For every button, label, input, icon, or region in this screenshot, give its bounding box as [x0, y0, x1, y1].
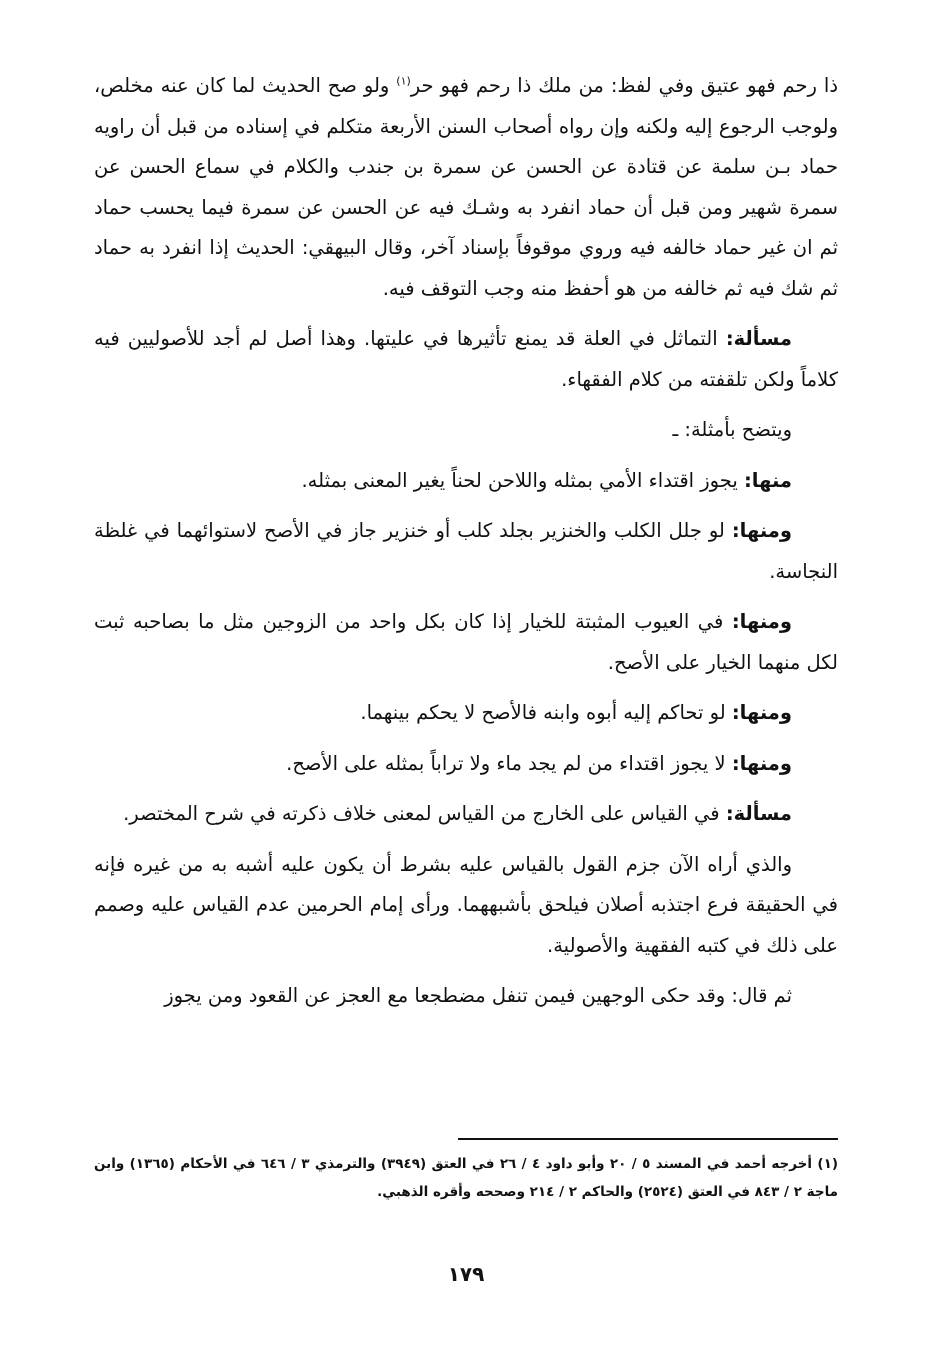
page-number: ١٧٩ — [447, 1262, 485, 1286]
example-label: ومنها: — [731, 701, 792, 724]
paragraph-example-4 — [94, 693, 838, 734]
main-text — [94, 66, 838, 1017]
footnotes — [94, 1150, 838, 1206]
example-label: ومنها: — [731, 610, 792, 633]
paragraph-example-3 — [94, 602, 838, 683]
footnote-1: (١) أخرجه أحمد في المسند ٥ / ٢٠ وأبو داود ٤ / ٢٦ في العتق (٣٩٤٩) والترمذي ٣ / ٦٤٦ في الأحكام (١٣٦٥) وابن ماجة ٢ / ٨٤٣ في العتق (٢٥٢٤) والحاكم ٢ / ٢١٤ وصححه وأقره الذهبي. — [94, 1156, 839, 1200]
paragraph-continuation — [94, 976, 838, 1017]
paragraph-text: في العيوب المثبتة للخيار إذا كان بكل واحد من الزوجين مثل ما بصاحبه ثبت لكل منهما الخيار على الأصح. — [94, 610, 838, 674]
paragraph-text: ثم قال: وقد حكى الوجهين فيمن تنفل مضطجعا مع العجز عن القعود ومن يجوز — [164, 984, 792, 1007]
masala-label: مسألة: — [725, 802, 792, 825]
paragraph-opinion — [94, 845, 838, 967]
paragraph-hadith-discussion — [94, 66, 838, 309]
example-label: ومنها: — [731, 519, 792, 542]
paragraph-text: لا يجوز اقتداء من لم يجد ماء ولا تراباً بمثله على الأصح. — [286, 751, 732, 775]
paragraph-examples-intro — [94, 410, 838, 451]
paragraph-masala-tamathul — [94, 319, 838, 400]
paragraph-example-2 — [94, 511, 838, 592]
paragraph-text: لو تحاكم إليه أبوه وابنه فالأصح لا يحكم بينهما. — [360, 701, 732, 724]
footnote-marker: (١) — [396, 74, 411, 88]
paragraph-text: لو جلل الكلب والخنزير بجلد كلب أو خنزير جاز في الأصح لاستوائهما في غلظة النجاسة. — [94, 519, 838, 583]
paragraph-example-5 — [94, 744, 838, 785]
paragraph-masala-qiyas — [94, 794, 838, 835]
masala-label: مسألة: — [725, 327, 792, 350]
example-label: منها: — [743, 468, 792, 492]
example-label: ومنها: — [731, 751, 792, 775]
paragraph-example-1 — [94, 461, 838, 502]
paragraph-text: ذا رحم فهو عتيق وفي لفظ: من ملك ذا رحم فهو حر — [410, 74, 839, 97]
paragraph-text: يجوز اقتداء الأمي بمثله واللاحن لحناً يغير المعنى بمثله. — [301, 468, 744, 492]
footnote-divider — [458, 1138, 838, 1140]
paragraph-text: ولو صح الحديث لما كان عنه مخلص، ولوجب الرجوع إليه ولكنه وإن رواه أصحاب السنن الأربعة متكلم في إسناده من قبل أن راويه حماد بـن سلمة عن قتادة عن الحسن عن سمرة بن جندب والكلام في سماع الحسن عن سمرة شهير ومن قبل أن حماد انفرد به وشـك فيه عن الحسن عن سمرة فيما يحسب حماد ثم ان غير حماد خالفه فيه وروي موقوفاً بإسناد آخر، وقال البيهقي: الحديث إذا انفرد به حماد ثم شك فيه ثم خالفه من هو أحفظ منه وجب التوقف فيه. — [94, 74, 838, 300]
paragraph-text: والذي أراه الآن جزم القول بالقياس عليه بشرط أن يكون عليه أشبه به من غيره فإنه في الحقيقة فرع اجتذبه أصلان فيلحق بأشبههما. ورأى إمام الحرمين عدم القياس عليه وصمم على ذلك في كتبه الفقهية والأصولية. — [94, 852, 838, 957]
paragraph-text: في القياس على الخارج من القياس لمعنى خلاف ذكرته في شرح المختصر. — [123, 802, 726, 825]
paragraph-text: التماثل في العلة قد يمنع تأثيرها في عليتها. وهذا أصل لم أجد للأصوليين فيه كلاماً ولكن تلقفته من كلام الفقهاء. — [94, 327, 838, 391]
paragraph-text: ويتضح بأمثلة: ـ — [672, 418, 792, 441]
